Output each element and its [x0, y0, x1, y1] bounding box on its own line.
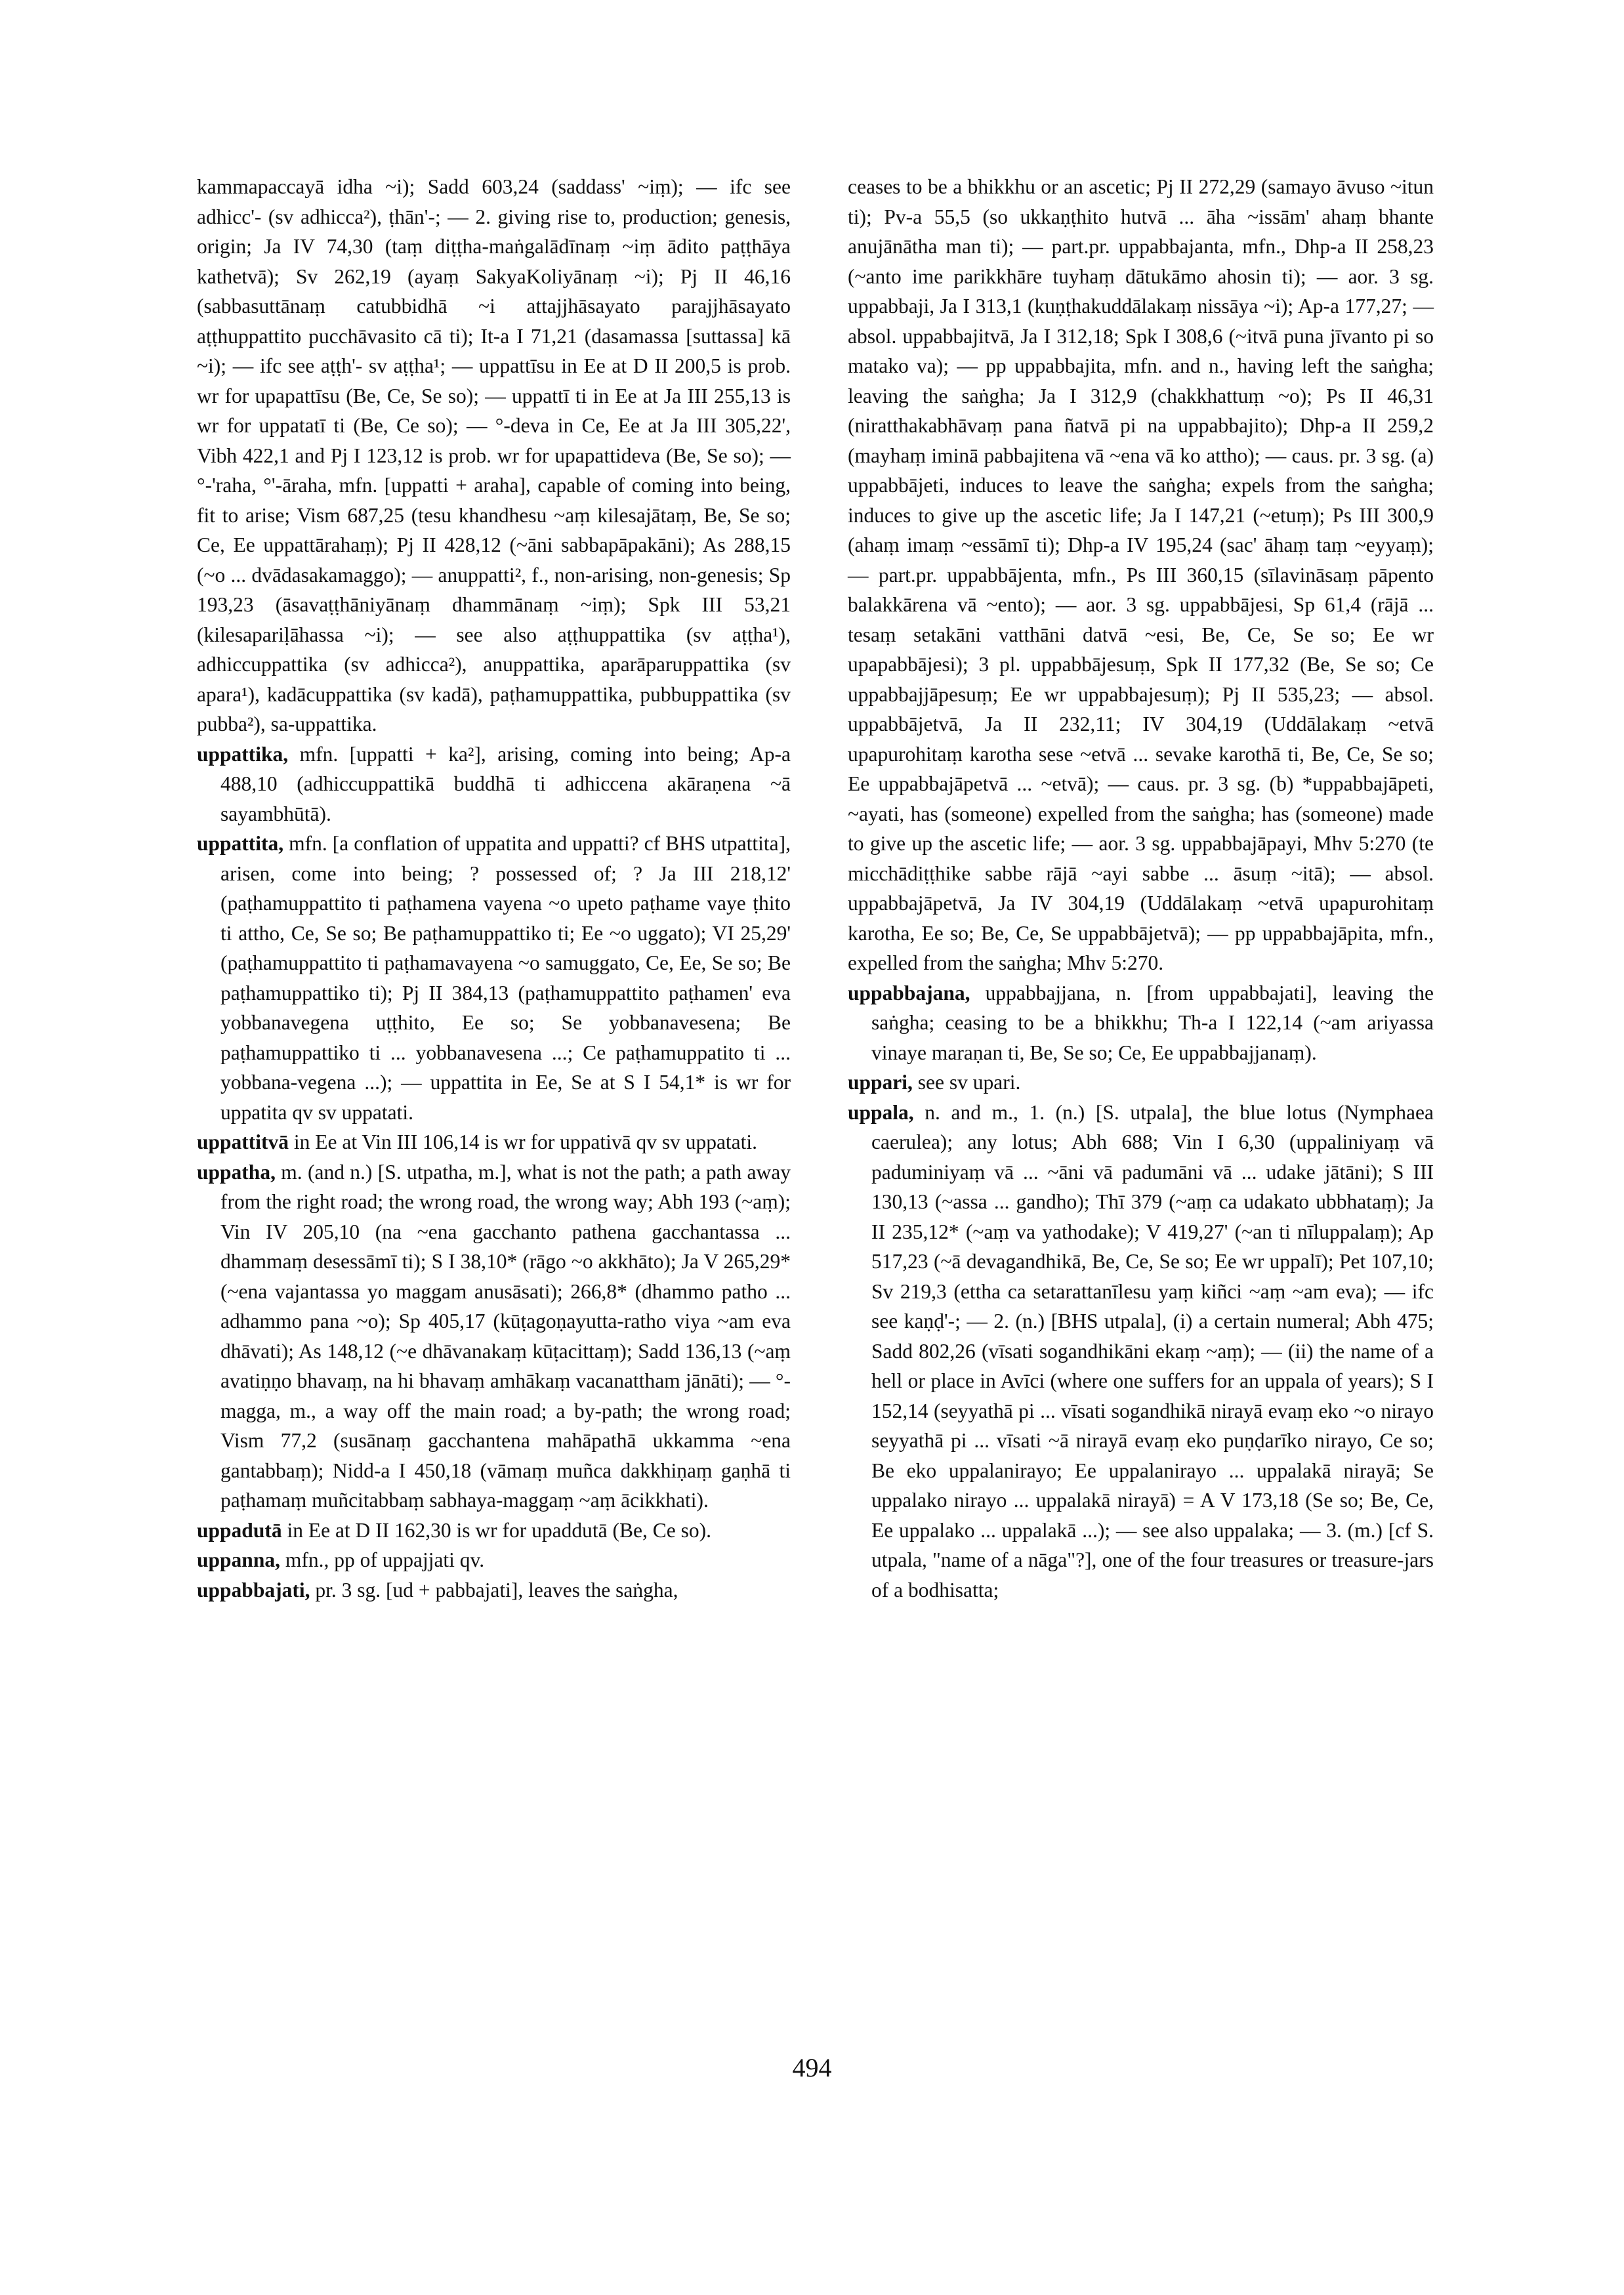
headword: uppabbajana, [848, 981, 970, 1004]
dictionary-entry: uppabbajana, uppabbajjana, n. [from uppabbajati], leaving the saṅgha; ceasing to be a bhikkhu; Th-a I 122,14 (~am ariyassa vinaye maraṇan ti, Be, Se so; Ce, Ee uppabbajjanaṃ). [848, 981, 1434, 1064]
dictionary-entry: uppattitvā in Ee at Vin III 106,14 is wr for uppativā qv sv uppatati. [197, 1130, 758, 1153]
headword: uppabbajati, [197, 1578, 310, 1602]
headword: uppatha, [197, 1160, 276, 1184]
headword: uppala, [848, 1100, 914, 1124]
dictionary-entry: uppari, see sv upari. [848, 1071, 1021, 1094]
dictionary-entry: uppatha, m. (and n.) [S. utpatha, m.], what is not the path; a path away from the right road; the wrong road, the wrong way; Abh 193 (~aṃ); Vin IV 205,10 (na ~ena gacchanto pathena gacchantassa ... dhammaṃ desessāmī ti); S I 38,10* (rāgo ~o akkhāto); Ja V 265,29* (~ena vajantassa yo maggam anusāsati); 266,8* (dhammo patho ... adhammo pana ~o); Sp 405,17 (kūṭagoṇayutta-ratho viya ~am eva dhāvati); As 148,12 (~e dhāvanakaṃ kūṭacittaṃ); Sadd 136,13 (~aṃ avatiṇṇo bhavaṃ, na hi bhavaṃ amhākaṃ vacanattham jānāti); — °-magga, m., a way off the main road; a by-path; the wrong road; Vism 77,2 (susānaṃ gacchantena mahāpathā ukkamma ~ena gantabbaṃ); Nidd-a I 450,18 (vāmaṃ muñca dakkhiṇaṃ gaṇhā ti paṭhamaṃ muñcitabbaṃ sabhaya-maggaṃ ~aṃ ācikkhati). [197, 1160, 791, 1512]
dictionary-entry: uppala, n. and m., 1. (n.) [S. utpala], the blue lotus (Nymphaea caerulea); any lotus; Abh 688; Vin I 6,30 (uppaliniyaṃ vā paduminiyaṃ vā ... ~āni vā padumāni vā ... udake jātāni); S III 130,13 (~assa ... gandho); Thī 379 (~aṃ ca udakato ubbhataṃ); Ja II 235,12* (~aṃ va yathodake); V 419,27' (~an ti nīluppalaṃ); Ap 517,23 (~ā devagandhikā, Be, Ce, Se so; Ee wr uppalī); Pet 107,10; Sv 219,3 (ettha ca setarattanīlesu yaṃ kiñci ~aṃ ~am eva); — ifc see kaṇḍ'-; — 2. (n.) [BHS utpala], (i) a certain numeral; Abh 475; Sadd 802,26 (vīsati sogandhikāni ekaṃ ~aṃ); — (ii) the name of a hell or place in Avīci (where one suffers for an uppala of years); S I 152,14 (seyyathā pi ... vīsati sogandhikā nirayā evaṃ eko ~o nirayo seyyathā pi ... vīsati ~ā nirayā evaṃ eko puṇḍarīko nirayo, Ce so; Be eko uppalanirayo; Ee uppalanirayo ... uppalakā nirayā; Se uppalako nirayo ... uppalakā nirayā) = A V 173,18 (Se so; Be, Ce, Ee uppalako ... uppalakā ...); — see also uppalaka; — 3. (m.) [cf S. utpala, "name of a nāga"?], one of the four treasures or treasure-jars of a bodhisatta; [848, 1100, 1434, 1602]
headword: uppadutā [197, 1518, 282, 1542]
dictionary-entry: uppattika, mfn. [uppatti + ka²], arising, coming into being; Ap-a 488,10 (adhiccuppattikā buddhā ti adhiccena akāraṇena ~ā sayambhūtā). [197, 742, 791, 825]
dictionary-entry: kammapaccayā idha ~i); Sadd 603,24 (saddass' ~iṃ); — ifc see adhicc'- (sv adhicca²), ṭhān'-; — 2. giving rise to, production; genesis, origin; Ja IV 74,30 (taṃ diṭṭha-maṅgalādīnaṃ ~iṃ ādito paṭṭhāya kathetvā); Sv 262,19 (ayaṃ SakyaKoliyānaṃ ~i); Pj II 46,16 (sabbasuttānaṃ catubbidhā ~i attajjhāsayato parajjhāsayato aṭṭhuppattito pucchāvasito cā ti); It-a I 71,21 (dasamassa [suttassa] kā ~i); — ifc see aṭṭh'- sv aṭṭha¹; — uppattīsu in Ee at D II 200,5 is prob. wr for upapattīsu (Be, Ce, Se so); — uppattī ti in Ee at Ja III 255,13 is wr for uppatatī ti (Be, Ce so); — °-deva in Ce, Ee at Ja III 305,22', Vibh 422,1 and Pj I 123,12 is prob. wr for upapattideva (Be, Se so); — °-'raha, °'-āraha, mfn. [uppatti + araha], capable of coming into being, fit to arise; Vism 687,25 (tesu khandhesu ~aṃ kilesajātaṃ, Be, Se so; Ce, Ee uppattārahaṃ); Pj II 428,12 (~āni sabbapāpakāni); As 288,15 (~o ... dvādasakamaggo); — anuppatti², f., non-arising, non-genesis; Sp 193,23 (āsavaṭṭhāniyānaṃ dhammānaṃ ~iṃ); Spk III 53,21 (kilesapariḷāhassa ~i); — see also aṭṭhuppattika (sv aṭṭha¹), adhiccuppattika (sv adhicca²), anuppattika, aparāparuppattika (sv apara¹), kadācuppattika (sv kadā), paṭhamuppattika, pubbuppattika (sv pubba²), sa-uppattika. [197, 175, 791, 735]
headword: uppattita, [197, 832, 284, 855]
right-column [848, 172, 1434, 1605]
headword: uppari, [848, 1071, 913, 1094]
headword: uppattika, [197, 742, 289, 766]
headword: uppanna, [197, 1548, 280, 1571]
page-number: 494 [792, 2053, 832, 2082]
dictionary-entry: uppattita, mfn. [a conflation of uppatita and uppatti? cf BHS utpattita], arisen, come into being; ? possessed of; ? Ja III 218,12' (paṭhamuppattito ti paṭhamena vayena ~o upeto paṭhame vaye ṭhito ti attho, Ce, Se so; Be paṭhamuppattiko ti; Ee ~o uggato); VI 25,29' (paṭhamuppattito ti paṭhamavayena ~o samuggato, Ce, Ee, Se so; Be paṭhamuppattiko ti); Pj II 384,13 (paṭhamuppattito paṭhamen' eva yobbanavegena uṭṭhito, Ee so; Se yobbanavesena; Be paṭhamuppattiko ti ... yobbanavesena ...; Ce paṭhamuppatito ti ... yobbana-vegena ...); — uppattita in Ee, Se at S I 54,1* is wr for uppatita qv sv uppatati. [197, 832, 791, 1124]
left-column [197, 172, 791, 1605]
headword: uppattitvā [197, 1130, 289, 1153]
dictionary-entry: uppanna, mfn., pp of uppajjati qv. [197, 1548, 485, 1571]
dictionary-entry: uppadutā in Ee at D II 162,30 is wr for upaddutā (Be, Ce so). [197, 1518, 711, 1542]
dictionary-entry: ceases to be a bhikkhu or an ascetic; Pj II 272,29 (samayo āvuso ~itun ti); Pv-a 55,5 (so ukkaṇṭhito hutvā ... āha ~issām' ahaṃ bhante anujānātha man ti); — part.pr. uppabbajanta, mfn., Dhp-a II 258,23 (~anto ime parikkhāre tuyhaṃ dātukāmo ahosin ti); — aor. 3 sg. uppabbaji, Ja I 313,1 (kuṇṭhakuddālakaṃ nissāya ~i); Ap-a 177,27; — absol. uppabbajitvā, Ja I 312,18; Spk I 308,6 (~itvā puna jīvanto pi so matako va); — pp uppabbajita, mfn. and n., having left the saṅgha; leaving the saṅgha; Ja I 312,9 (chakkhattuṃ ~o); Ps II 46,31 (niratthakabhāvaṃ pana ñatvā pi na uppabbajito); Dhp-a II 259,2 (mayhaṃ iminā pabbajitena vā ~ena vā ko attho); — caus. pr. 3 sg. (a) uppabbājeti, induces to leave the saṅgha; expels from the saṅgha; induces to give up the ascetic life; Ja I 147,21 (~etuṃ); Ps III 300,9 (ahaṃ imaṃ ~essāmī ti); Dhp-a IV 195,24 (sac' āhaṃ taṃ ~eyyaṃ); — part.pr. uppabbājenta, mfn., Ps III 360,15 (sīlavināsaṃ pāpento balakkārena vā ~ento); — aor. 3 sg. uppabbājesi, Sp 61,4 (rājā ... tesaṃ setakāni vatthāni datvā ~esi, Be, Ce, Se so; Ee wr upapabbājesi); 3 pl. uppabbājesuṃ, Spk II 177,32 (Be, Se so; Ce uppabbajjāpesuṃ; Ee wr uppabbajesuṃ); Pj II 535,23; — absol. uppabbājetvā, Ja II 232,11; IV 304,19 (Uddālakaṃ ~etvā upapurohitaṃ karotha sese ~etvā ... sevake karothā ti, Be, Ce, Se so; Ee uppabbajāpetvā ... ~etvā); — caus. pr. 3 sg. (b) *uppabbajāpeti, ~ayati, has (someone) expelled from the saṅgha; has (someone) made to give up the ascetic life; — aor. 3 sg. uppabbajāpayi, Mhv 5:270 (te micchādiṭṭhike sabbe rājā ~ayi sabbe ... āsuṃ ~itā); — absol. uppabbajāpetvā, Ja IV 304,19 (Uddālakaṃ ~etvā upapurohitaṃ karotha, Ee so; Be, Ce, Se uppabbājetvā); — pp uppabbajāpita, mfn., expelled from the saṅgha; Mhv 5:270. [848, 175, 1434, 974]
dictionary-entry: uppabbajati, pr. 3 sg. [ud + pabbajati], leaves the saṅgha, [197, 1578, 678, 1602]
